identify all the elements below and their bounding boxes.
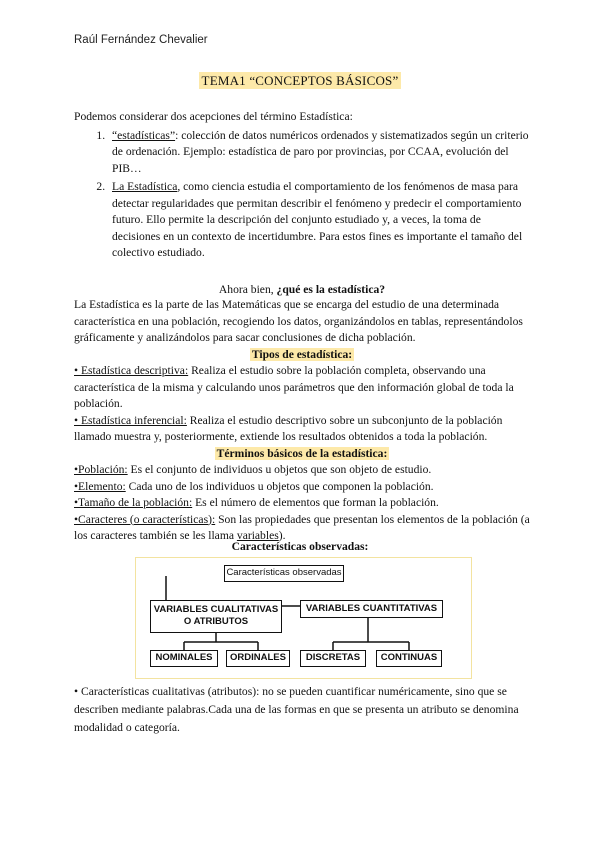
type-text: Realiza el estudio sobre la población completa, observando una característica de la misma y calculando unos parámetros que den información global de toda la población. [74, 364, 514, 410]
diagram-leaf-continuas: CONTINUAS [376, 650, 442, 667]
diagram-quantitative-node: VARIABLES CUANTITATIVAS [300, 600, 443, 618]
diagram-leaf-nominales: NOMINALES [150, 650, 218, 667]
term-text: Cada uno de los individuos u objetos que componen la población. [125, 479, 434, 493]
terms-heading-wrap [74, 446, 530, 463]
list-item [108, 179, 530, 262]
author-name: Raúl Fernández Chevalier [74, 34, 208, 46]
term-label: •Caracteres (o características): [74, 512, 216, 526]
type-text: Realiza el estudio descriptivo sobre un subconjunto de la población llamado muestra y, posteriormente, extiende los resultados obtenidos a toda la población. [74, 413, 503, 443]
type-item [74, 363, 530, 413]
diagram-heading: Características observadas: [231, 540, 369, 553]
term-label: •Tamaño de la población: [74, 496, 193, 509]
statistics-definition: La Estadística es la parte de las Matemáticas que se encarga del estudio de una determinada característica en una población, recogiendo los datos, organizándolos en tablas, representándolos gráficamente y analizándolos para sacar conclusiones de dicha población. [74, 298, 523, 344]
type-term: • Estadística descriptiva: [74, 364, 189, 377]
term-text: Es el conjunto de individuos u objetos que son objeto de estudio. [127, 463, 432, 476]
list-item [108, 128, 530, 178]
page-title [0, 72, 600, 90]
types-heading-wrap [74, 347, 530, 364]
term-la-estadistica: La Estadística [112, 180, 178, 193]
diagram-qualitative-node: VARIABLES CUALITATIVAS O ATRIBUTOS [150, 600, 282, 633]
terms-heading: Términos básicos de la estadística: [216, 446, 388, 460]
intro-section [74, 109, 530, 264]
definition-section [74, 297, 530, 545]
definition-text: : colección de datos numéricos ordenados y sistematizados según un criterio de ordenación. Ejemplo: estadística de paro por provincias, por CCAA, evolución del PIB… [112, 128, 529, 175]
term-label: •Población: [74, 463, 128, 476]
question-prefix: Ahora bien, [218, 283, 277, 296]
question-bold: ¿qué es la estadística? [276, 283, 386, 296]
term-variables: variables [236, 529, 279, 542]
diagram-leaf-ordinales: ORDINALES [226, 650, 290, 667]
definition-text: , como ciencia estudia el comportamiento de los fenómenos de masa para detectar regularidades que permitan describir el fenómeno y predecir el comportamiento futuro. Ello permite la descripción del conjunto estudiado y, a veces, la toma de decisiones en un contexto de incertidumbre. Para estos fines es importante el tamaño del colectivo estudiado. [112, 180, 523, 259]
qualitative-note: • Características cualitativas (atributos): no se pueden cuantificar numéricamente, sino que se describen mediante palabras.Cada una de las formas en que se presenta un atributo se denomina modalidad o categoría. [74, 685, 519, 734]
term-text: Es el número de elementos que forman la población. [192, 496, 439, 509]
definitions-list [74, 128, 530, 262]
intro-lead: Podemos considerar dos acepciones del término Estadística: [74, 110, 353, 123]
term-estadisticas: “estadísticas” [112, 128, 176, 142]
type-term: • Estadística inferencial: [74, 413, 187, 427]
term-text: ). [278, 529, 286, 542]
classification-diagram [135, 557, 472, 679]
term-item [74, 495, 530, 512]
term-label: •Elemento: [74, 479, 126, 493]
diagram-leaf-discretas: DISCRETAS [300, 650, 366, 667]
diagram-root-node: Características observadas [224, 565, 344, 582]
types-heading: Tipos de estadística: [251, 347, 353, 361]
type-item [74, 413, 530, 446]
term-text: Son las propiedades que presentan los elementos de la población (a los caracteres también se les llama [74, 512, 530, 542]
page-title-text: TEMA1 “CONCEPTOS BÁSICOS” [199, 72, 402, 89]
term-item [74, 462, 530, 479]
term-item [74, 479, 530, 496]
